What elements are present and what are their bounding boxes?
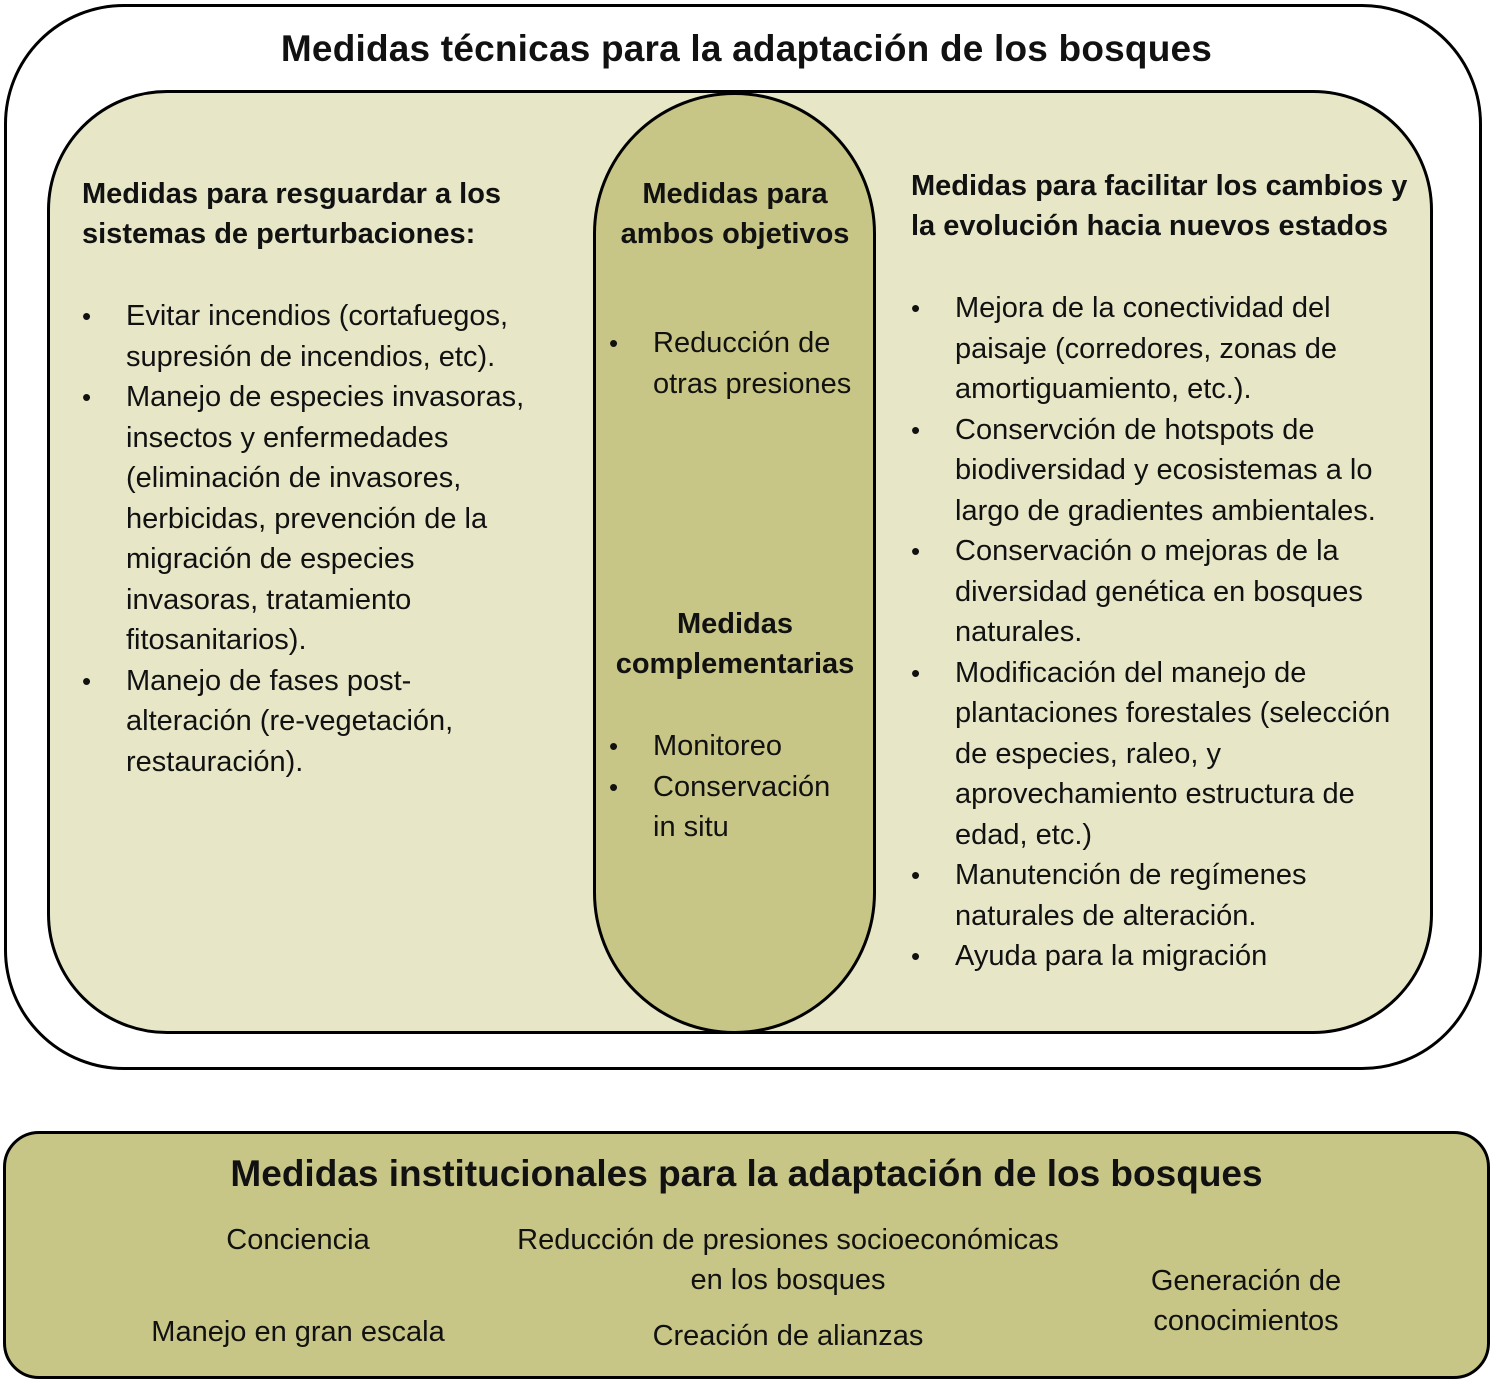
center-complementary-heading	[596, 604, 874, 684]
left-heading	[82, 174, 501, 254]
inst-manejo: Manejo en gran escala	[151, 1316, 445, 1348]
list-item	[911, 653, 1431, 856]
item-line: alteración (re-vegetación,	[126, 705, 454, 737]
list-item	[609, 726, 869, 767]
right-list	[911, 288, 1431, 977]
list-item	[609, 323, 869, 404]
item-line: naturales.	[955, 616, 1083, 648]
item-line: • Conservción de hotspots de	[955, 413, 1315, 446]
left-heading-line: Medidas para resguardar a los	[82, 178, 502, 210]
left-list	[82, 296, 562, 782]
item-line: largo de gradientes ambientales.	[955, 494, 1376, 527]
center-both-list	[609, 323, 869, 404]
item-line: fitosanitarios).	[126, 624, 307, 656]
inst-reduccion-line: Reducción de presiones socioeconómicas	[517, 1224, 1059, 1256]
center-heading-line: ambos objetivos	[620, 218, 850, 250]
item-line: • Ayuda para la migración	[955, 940, 1268, 972]
inst-reduccion	[488, 1220, 1088, 1300]
list-item	[911, 410, 1431, 532]
item-line: naturales de alteración.	[955, 899, 1257, 932]
institutional-measures-title: Medidas institucionales para la adaptación de los bosques	[230, 1153, 1263, 1194]
item-line: • Monitoreo	[653, 730, 782, 762]
item-line: diversidad genética en bosques	[955, 575, 1363, 608]
item-line: (eliminación de invasores,	[126, 462, 462, 494]
item-line: in situ	[653, 811, 729, 843]
inst-reduccion-line: en los bosques	[690, 1264, 886, 1296]
center-heading-line: Medidas para	[642, 178, 828, 210]
item-line: otras presiones	[653, 367, 852, 400]
inst-alianzas: Creación de alianzas	[652, 1320, 924, 1352]
list-item	[911, 288, 1431, 410]
list-item	[82, 296, 562, 377]
item-line: • Conservación	[653, 770, 831, 803]
inst-generacion	[1096, 1261, 1396, 1341]
item-line: biodiversidad y ecosistemas a lo	[955, 454, 1373, 486]
inst-conciencia: Conciencia	[226, 1224, 370, 1256]
technical-measures-title: Medidas técnicas para la adaptación de los bosques	[280, 28, 1213, 69]
item-line: • Reducción de	[653, 327, 831, 359]
item-line: • Mejora de la conectividad del	[955, 292, 1331, 324]
item-line: edad, etc.)	[955, 818, 1093, 851]
list-item	[911, 531, 1431, 653]
item-line: insectos y enfermedades	[126, 421, 449, 454]
right-heading	[911, 166, 1407, 246]
item-line: migración de especies	[126, 543, 415, 575]
center-both-heading	[596, 174, 874, 254]
item-line: amortiguamiento, etc.).	[955, 373, 1252, 405]
item-line: • Conservación o mejoras de la	[955, 535, 1339, 567]
item-line: de especies, raleo, y	[955, 737, 1221, 770]
item-line: • Manejo de especies invasoras,	[126, 381, 525, 413]
item-line: paisaje (corredores, zonas de	[955, 332, 1338, 365]
center-heading-line: complementarias	[615, 648, 855, 680]
inst-generacion-line: Generación de	[1150, 1265, 1342, 1297]
list-item	[911, 936, 1431, 977]
center-complementary-list	[609, 726, 869, 848]
center-heading-line: Medidas	[676, 608, 794, 640]
item-line: • Manutención de regímenes	[955, 859, 1307, 891]
item-line: • Modificación del manejo de	[955, 656, 1307, 689]
item-line: herbicidas, prevención de la	[126, 502, 488, 535]
item-line: supresión de incendios, etc).	[126, 340, 496, 373]
item-line: plantaciones forestales (selección	[955, 697, 1391, 729]
item-line: • Evitar incendios (cortafuegos,	[126, 300, 509, 332]
right-heading-line: la evolución hacia nuevos estados	[911, 210, 1389, 242]
list-item	[609, 767, 869, 848]
inst-generacion-line: conocimientos	[1153, 1305, 1339, 1337]
item-line: aprovechamiento estructura de	[955, 778, 1355, 810]
item-line: • Manejo de fases post-	[126, 664, 412, 697]
list-item	[82, 377, 562, 661]
list-item	[82, 661, 562, 783]
right-heading-line: Medidas para facilitar los cambios y	[911, 170, 1408, 202]
list-item	[911, 855, 1431, 936]
item-line: invasoras, tratamiento	[126, 583, 412, 616]
item-line: restauración).	[126, 745, 304, 778]
left-heading-line: sistemas de perturbaciones:	[82, 218, 476, 250]
